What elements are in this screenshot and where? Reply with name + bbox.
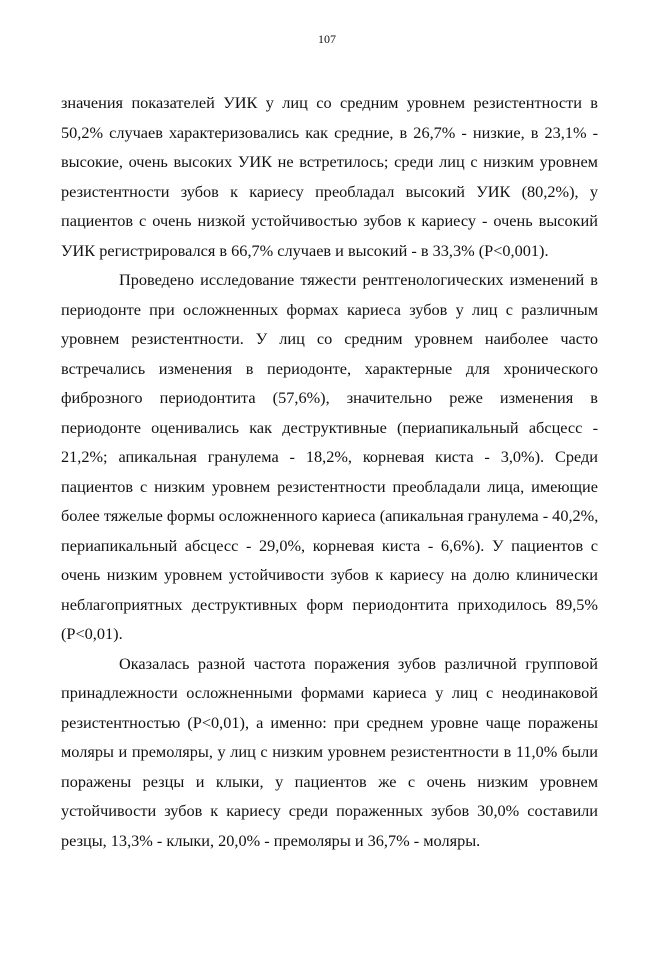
text-line: резистентностью (P<0,01), а именно: при среднем уровне чаще поражены <box>61 712 598 732</box>
text-line: периапикальный абсцесс - 29,0%, корневая киста - 6,6%). У пациентов с <box>61 535 598 555</box>
text-line: очень низким уровнем устойчивости зубов к кариесу на долю клинически <box>61 565 598 584</box>
paragraph-1 <box>61 88 598 265</box>
text-line: периодонте при осложненных формах кариеса зубов у лиц с различным <box>61 299 598 319</box>
document-body <box>61 88 598 855</box>
text-line: неблагоприятных деструктивных форм периодонтита приходилось 89,5% <box>61 594 598 614</box>
text-line: моляры и премоляры, у лиц с низким уровнем резистентности в 11,0% были <box>61 742 598 761</box>
page-number: 107 <box>318 32 336 46</box>
text-line: (P<0,01). <box>61 624 123 643</box>
text-line: устойчивости зубов к кариесу среди пораженных зубов 30,0% составили <box>61 801 598 820</box>
text-line: УИК регистрировался в 66,7% случаев и высокий - в 33,3% (P<0,001). <box>61 240 549 260</box>
text-line: пациентов с низким уровнем резистентности преобладали лица, имеющие <box>61 476 598 496</box>
text-line: встречались изменения в периодонте, характерные для хронического <box>61 358 598 378</box>
text-line: резистентности зубов к кариесу преобладал высокий УИК (80,2%), у <box>61 181 598 201</box>
paragraph-2 <box>61 265 598 649</box>
text-line: Проведено исследование тяжести рентгенологических изменений в <box>119 270 598 289</box>
text-line: уровнем резистентности. У лиц со средним уровнем наиболее часто <box>61 329 598 348</box>
text-line: фиброзного периодонтита (57,6%), значительно реже изменения в <box>61 388 598 407</box>
paragraph-3 <box>61 649 598 856</box>
text-line: более тяжелые формы осложненного кариеса (апикальная гранулема - 40,2%, <box>61 506 599 525</box>
text-line: резцы, 13,3% - клыки, 20,0% - премоляры и 36,7% - моляры. <box>61 830 481 850</box>
text-line: пациентов с очень низкой устойчивостью зубов к кариесу - очень высокий <box>61 211 598 230</box>
text-line: высокие, очень высоких УИК не встретилось; среди лиц с низким уровнем <box>61 152 598 171</box>
text-line: 21,2%; апикальная гранулема - 18,2%, корневая киста - 3,0%). Среди <box>61 447 598 466</box>
text-line: периодонте оценивались как деструктивные (периапикальный абсцесс - <box>61 417 598 437</box>
text-line: значения показателей УИК у лиц со средним уровнем резистентности в <box>61 93 598 112</box>
text-line: поражены резцы и клыки, у пациентов же с очень низким уровнем <box>61 771 598 791</box>
text-line: принадлежности осложненными формами кариеса у лиц с неодинаковой <box>61 683 598 702</box>
text-line: Оказалась разной частота поражения зубов различной групповой <box>119 653 598 673</box>
text-line: 50,2% случаев характеризовались как средние, в 26,7% - низкие, в 23,1% - <box>61 122 598 142</box>
